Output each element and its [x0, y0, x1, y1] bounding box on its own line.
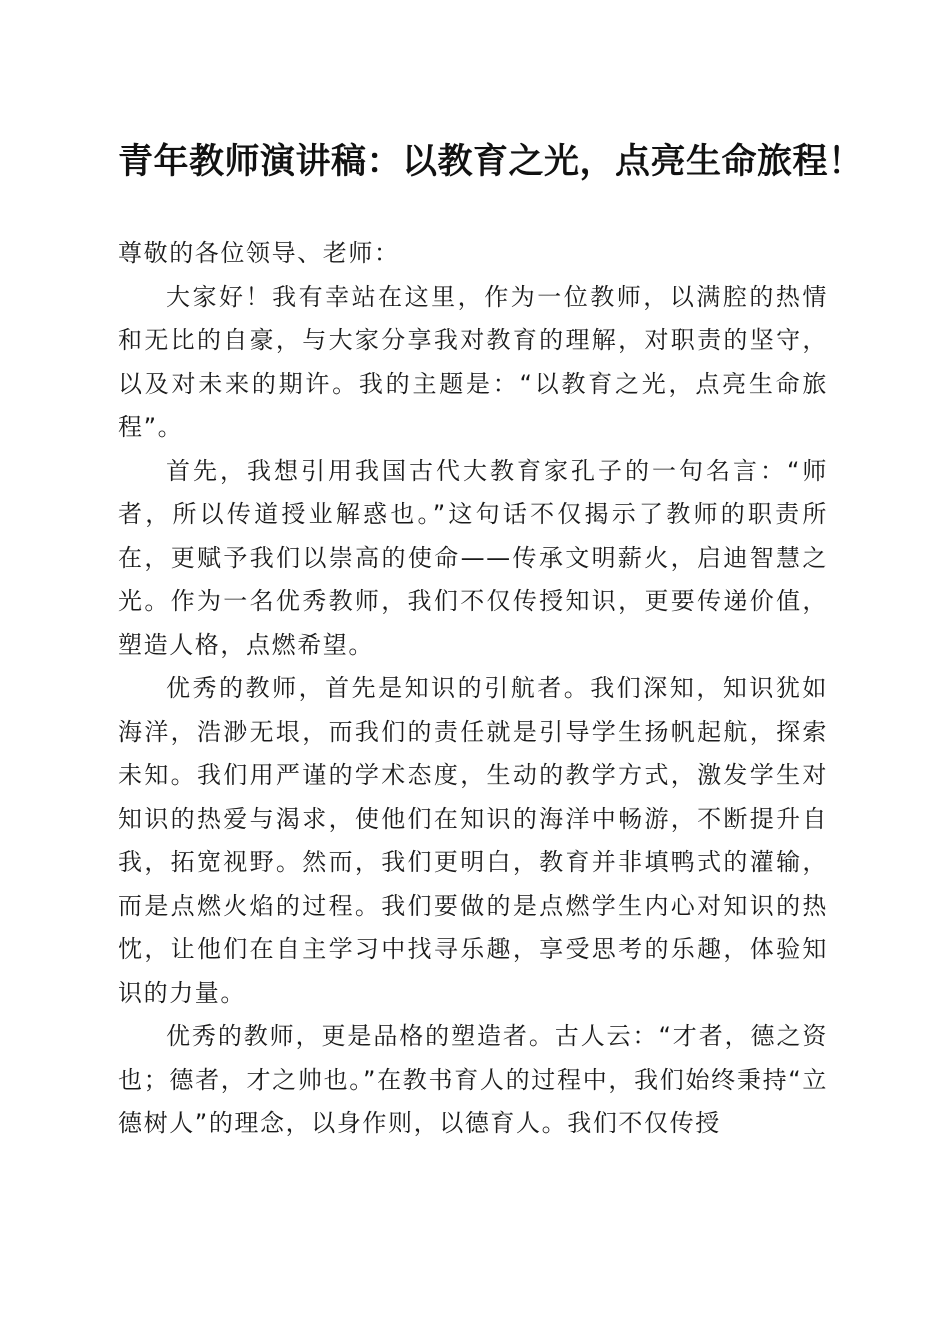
paragraph-character-shaper: 优秀的教师，更是品格的塑造者。古人云：“才者，德之资也；德者，才之帅也。”在教书育人的过程中，我们始终秉持“立德树人”的理念，以身作则，以德育人。我们不仅传授 — [118, 1022, 828, 1137]
document-body — [118, 232, 828, 1146]
paragraph-greeting: 大家好！我有幸站在这里，作为一位教师，以满腔的热情和无比的自豪，与大家分享我对教育的理解，对职责的坚守，以及对未来的期许。我的主题是：“以教育之光，点亮生命旅程”。 — [118, 282, 828, 441]
paragraph-confucius-quote: 首先，我想引用我国古代大教育家孔子的一句名言：“师者，所以传道授业解惑也。”这句话不仅揭示了教师的职责所在，更赋予我们以崇高的使命——传承文明薪火，启迪智慧之光。作为一名优秀教师，我们不仅传授知识，更要传递价值，塑造人格，点燃希望。 — [118, 456, 828, 659]
paragraph-knowledge-guide: 优秀的教师，首先是知识的引航者。我们深知，知识犹如海洋，浩渺无垠，而我们的责任就是引导学生扬帆起航，探索未知。我们用严谨的学术态度，生动的教学方式，激发学生对知识的热爱与渴求，使他们在知识的海洋中畅游，不断提升自我，拓宽视野。然而，我们更明白，教育并非填鸭式的灌输，而是点燃火焰的过程。我们要做的是点燃学生内心对知识的热忱，让他们在自主学习中找寻乐趣，享受思考的乐趣，体验知识的力量。 — [118, 674, 828, 1007]
document-title: 青年教师演讲稿：以教育之光，点亮生命旅程！ — [118, 141, 864, 182]
salutation: 尊敬的各位领导、老师： — [118, 239, 400, 267]
